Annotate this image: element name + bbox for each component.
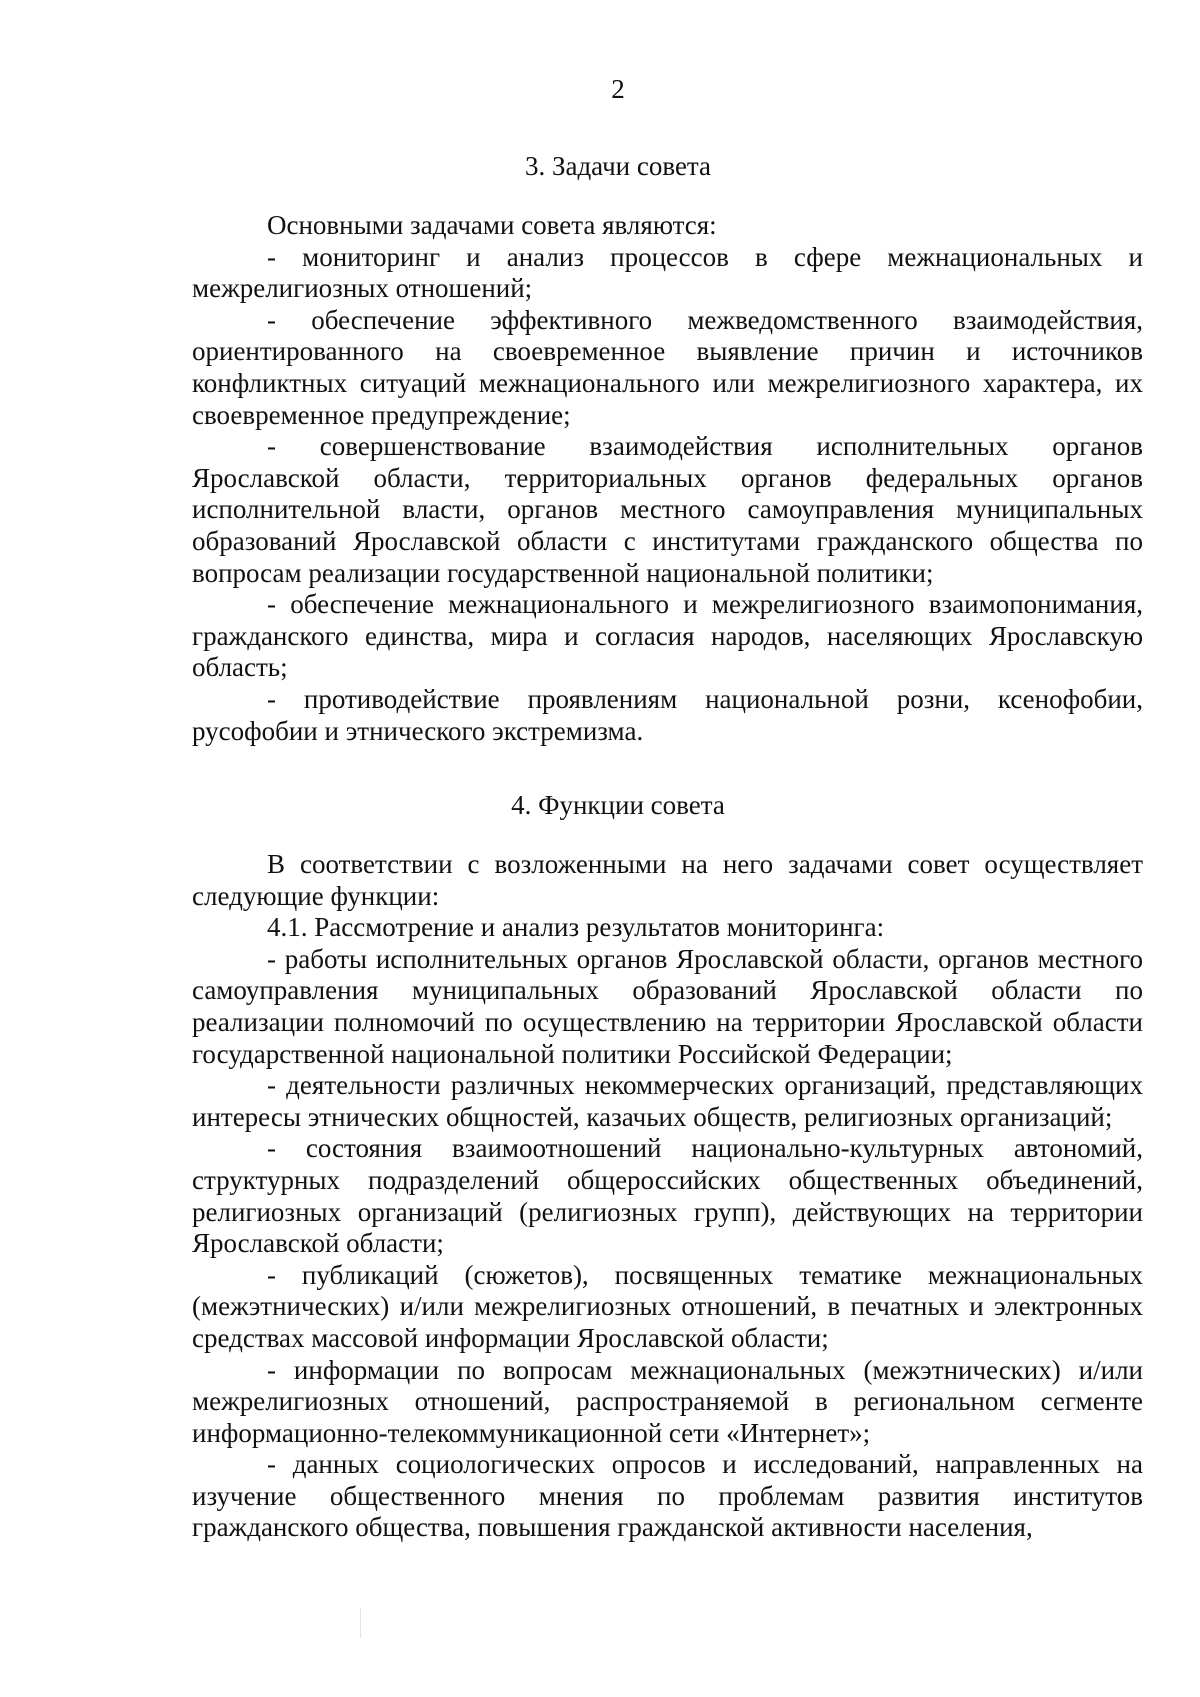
section-title-tasks: 3. Задачи совета [524, 151, 712, 181]
page-number: 2 [611, 74, 625, 104]
paragraph: - работы исполнительных органов Ярославской области, органов местного самоуправления муниципальных образований Ярославской области по реализации полномочий по осуществлению на территории Ярославской области государственной национальной политики Российской Федерации; [192, 943, 1143, 1069]
paragraph: - обеспечение эффективного межведомственного взаимодействия, ориентированного на своевременное выявление причин и источников конфликтных ситуаций межнационального или межрелигиозного характера, их своевременное предупреждение; [192, 304, 1143, 430]
paragraph: - мониторинг и анализ процессов в сфере межнациональных и межрелигиозных отношений; [192, 241, 1143, 304]
paragraph: - деятельности различных некоммерческих организаций, представляющих интересы этнических общностей, казачьих обществ, религиозных организаций; [192, 1070, 1143, 1132]
paragraph: - состояния взаимоотношений национально-культурных автономий, структурных подразделений общероссийских общественных объединений, религиозных организаций (религиозных групп), действующих на территории Ярославской области; [192, 1133, 1143, 1259]
section-body-tasks [192, 210, 1143, 747]
paragraph: - обеспечение межнационального и межрелигиозного взаимопонимания, гражданского единства, мира и согласия народов, населяющих Ярославскую область; [192, 589, 1143, 683]
paragraph: - данных социологических опросов и исследований, направленных на изучение общественного мнения по проблемам развития институтов гражданского общества, повышения гражданской активности населения, [192, 1449, 1143, 1543]
section-title-functions: 4. Функции совета [511, 790, 725, 820]
scan-artifact-mark [360, 1608, 361, 1638]
paragraph: В соответствии с возложенными на него задачами совет осуществляет следующие функции: [192, 849, 1143, 911]
section-body-functions [192, 849, 1143, 1544]
paragraph: 4.1. Рассмотрение и анализ результатов мониторинга: [267, 912, 885, 943]
paragraph: - информации по вопросам межнациональных (межэтнических) и/или межрелигиозных отношений, распространяемой в региональном сегменте информационно-телекоммуникационной сети «Интернет»; [192, 1354, 1143, 1448]
paragraph: Основными задачами совета являются: [267, 210, 717, 240]
paragraph: - совершенствование взаимодействия исполнительных органов Ярославской области, территориальных органов федеральных органов исполнительной власти, органов местного самоуправления муниципальных образований Ярославской области с институтами гражданского общества по вопросам реализации государственной национальной политики; [192, 431, 1143, 588]
paragraph: - противодействие проявлениям национальной розни, ксенофобии, русофобии и этнического экстремизма. [192, 683, 1143, 746]
paragraph: - публикаций (сюжетов), посвященных тематике межнациональных (межэтнических) и/или межрелигиозных отношений, в печатных и электронных средствах массовой информации Ярославской области; [192, 1259, 1143, 1353]
